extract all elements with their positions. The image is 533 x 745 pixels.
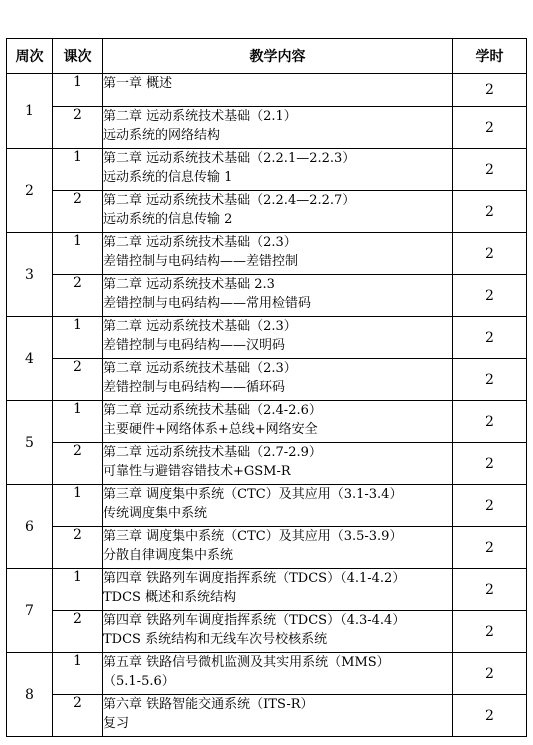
week-cell: 7 <box>7 569 53 653</box>
content-cell <box>103 107 453 149</box>
table-row <box>7 695 527 737</box>
content-line: 远动系统的信息传输 2 <box>103 212 233 227</box>
content-cell <box>103 653 453 695</box>
header-week: 周次 <box>7 39 53 74</box>
lesson-cell: 1 <box>53 485 103 527</box>
content-line: 第六章 铁路智能交通系统（ITS-R） <box>103 697 314 712</box>
content-cell <box>103 611 453 653</box>
content-line: 第二章 远动系统技术基础 2.3 <box>103 277 275 292</box>
hours-cell: 2 <box>453 695 527 737</box>
header-row <box>7 39 527 74</box>
week-cell: 2 <box>7 149 53 233</box>
content-line: 第二章 远动系统技术基础（2.3） <box>103 319 297 334</box>
content-line: 第五章 铁路信号微机监测及其实用系统（MMS） <box>103 655 390 670</box>
hours-cell: 2 <box>453 149 527 191</box>
week-cell: 4 <box>7 317 53 401</box>
content-cell <box>103 149 453 191</box>
hours-cell: 2 <box>453 611 527 653</box>
header-hours: 学时 <box>453 39 527 74</box>
table-row <box>7 527 527 569</box>
table-row <box>7 149 527 191</box>
lesson-cell: 1 <box>53 653 103 695</box>
hours-cell: 2 <box>453 191 527 233</box>
content-line: 分散自律调度集中系统 <box>103 548 234 563</box>
content-line: 第三章 调度集中系统（CTC）及其应用（3.5-3.9） <box>103 529 403 544</box>
content-line: 远动系统的信息传输 1 <box>103 170 233 185</box>
lesson-cell: 1 <box>53 569 103 611</box>
table-row <box>7 74 527 107</box>
week-cell: 1 <box>7 74 53 149</box>
content-line: 可靠性与避错容错技术+GSM-R <box>103 464 291 479</box>
content-line: 第二章 远动系统技术基础（2.7-2.9） <box>103 445 322 460</box>
header-content: 教学内容 <box>103 39 453 74</box>
hours-cell: 2 <box>453 653 527 695</box>
lesson-cell: 2 <box>53 611 103 653</box>
hours-cell: 2 <box>453 485 527 527</box>
lesson-cell: 2 <box>53 275 103 317</box>
content-line: TDCS 系统结构和无线车次号校核系统 <box>103 632 328 647</box>
content-line: 差错控制与电码结构——汉明码 <box>103 338 286 353</box>
content-cell <box>103 527 453 569</box>
lesson-cell: 1 <box>53 233 103 275</box>
week-cell: 8 <box>7 653 53 737</box>
content-cell <box>103 569 453 611</box>
lesson-cell: 2 <box>53 359 103 401</box>
content-line: 第二章 远动系统技术基础（2.4-2.6） <box>103 403 322 418</box>
content-line: 第二章 远动系统技术基础（2.2.1—2.2.3） <box>103 151 356 166</box>
lesson-cell: 1 <box>53 149 103 191</box>
content-cell <box>103 317 453 359</box>
content-line: （5.1-5.6） <box>103 674 175 689</box>
lesson-cell: 2 <box>53 695 103 737</box>
content-line: 复习 <box>103 716 130 731</box>
content-cell <box>103 275 453 317</box>
table-row <box>7 191 527 233</box>
table-row <box>7 275 527 317</box>
table-row <box>7 401 527 443</box>
content-line: 主要硬件+网络体系+总线+网络安全 <box>103 422 318 437</box>
content-cell <box>103 359 453 401</box>
table-row <box>7 443 527 485</box>
lesson-cell: 2 <box>53 107 103 149</box>
week-cell: 3 <box>7 233 53 317</box>
hours-cell: 2 <box>453 443 527 485</box>
table-row <box>7 653 527 695</box>
hours-cell: 2 <box>453 275 527 317</box>
hours-cell: 2 <box>453 233 527 275</box>
lesson-cell: 2 <box>53 527 103 569</box>
hours-cell: 2 <box>453 401 527 443</box>
lesson-cell: 1 <box>53 401 103 443</box>
hours-cell: 2 <box>453 527 527 569</box>
table-row <box>7 485 527 527</box>
hours-cell: 2 <box>453 74 527 107</box>
hours-cell: 2 <box>453 359 527 401</box>
table-row <box>7 233 527 275</box>
lesson-cell: 1 <box>53 317 103 359</box>
table-row <box>7 611 527 653</box>
content-cell <box>103 695 453 737</box>
content-line: TDCS 概述和系统结构 <box>103 590 237 605</box>
content-cell <box>103 401 453 443</box>
content-line: 第一章 概述 <box>103 76 173 91</box>
schedule-table <box>6 38 527 737</box>
content-line: 远动系统的网络结构 <box>103 128 221 143</box>
header-lesson: 课次 <box>53 39 103 74</box>
content-cell <box>103 74 453 107</box>
lesson-cell: 2 <box>53 443 103 485</box>
table-row <box>7 569 527 611</box>
content-line: 差错控制与电码结构——差错控制 <box>103 254 299 269</box>
table-row <box>7 359 527 401</box>
content-cell <box>103 485 453 527</box>
lesson-cell: 2 <box>53 191 103 233</box>
content-cell <box>103 191 453 233</box>
content-line: 传统调度集中系统 <box>103 506 208 521</box>
content-line: 第四章 铁路列车调度指挥系统（TDCS）（4.3-4.4） <box>103 613 406 628</box>
content-line: 第二章 远动系统技术基础（2.3） <box>103 235 297 250</box>
content-line: 第四章 铁路列车调度指挥系统（TDCS）（4.1-4.2） <box>103 571 406 586</box>
content-line: 第三章 调度集中系统（CTC）及其应用（3.1-3.4） <box>103 487 403 502</box>
lesson-cell: 1 <box>53 74 103 107</box>
content-line: 差错控制与电码结构——循环码 <box>103 380 286 395</box>
week-cell: 6 <box>7 485 53 569</box>
hours-cell: 2 <box>453 107 527 149</box>
table-row <box>7 317 527 359</box>
content-line: 第二章 远动系统技术基础（2.2.4—2.2.7） <box>103 193 356 208</box>
content-line: 差错控制与电码结构——常用检错码 <box>103 296 312 311</box>
content-line: 第二章 远动系统技术基础（2.3） <box>103 361 297 376</box>
schedule-body <box>7 74 527 737</box>
hours-cell: 2 <box>453 569 527 611</box>
week-cell: 5 <box>7 401 53 485</box>
content-line: 第二章 远动系统技术基础（2.1） <box>103 109 297 124</box>
content-cell <box>103 443 453 485</box>
content-cell <box>103 233 453 275</box>
table-row <box>7 107 527 149</box>
hours-cell: 2 <box>453 317 527 359</box>
